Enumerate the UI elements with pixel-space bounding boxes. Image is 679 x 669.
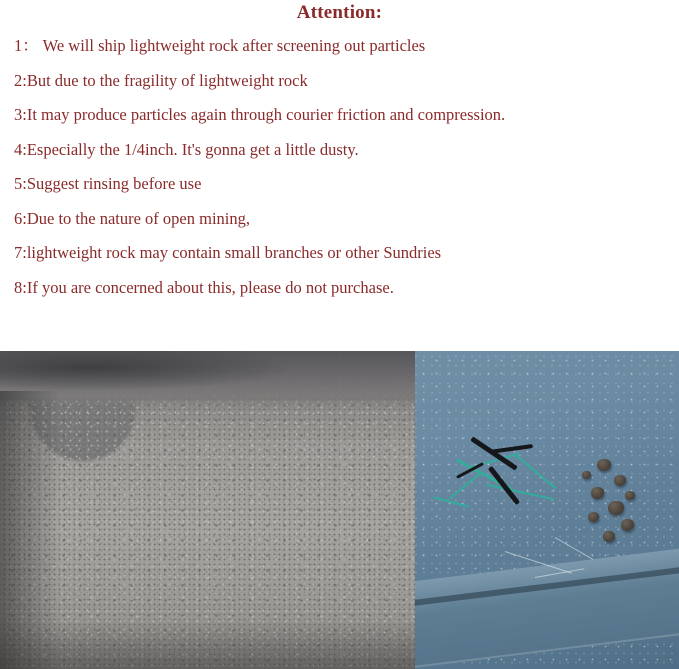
photo-strip [0, 351, 679, 669]
note-line-4: 4:Especially the 1/4inch. It's gonna get a little dusty. [14, 139, 359, 159]
bottom-shadow [0, 619, 415, 669]
note-line-6: 6:Due to the nature of open mining, [14, 208, 250, 228]
page-title: Attention: [296, 2, 383, 23]
notes-list [0, 24, 679, 296]
note-line-7: 7:lightweight rock may contain small branches or other Sundries [14, 243, 442, 262]
note-line-3: 3:It may produce particles again through courier friction and compression. [14, 105, 506, 124]
bag-shadow [0, 351, 300, 391]
note-line-2: 2:But due to the fragility of lightweight rock [14, 70, 308, 90]
note-line-5: 5:Suggest rinsing before use [14, 174, 202, 193]
sundries-debris-photo [415, 351, 679, 669]
lightweight-rock-gravel-photo [0, 351, 415, 669]
note-line-8: 8:If you are concerned about this, please do not purchase. [14, 277, 394, 297]
note-line-1: 1： We will ship lightweight rock after screening out particles [14, 36, 426, 55]
